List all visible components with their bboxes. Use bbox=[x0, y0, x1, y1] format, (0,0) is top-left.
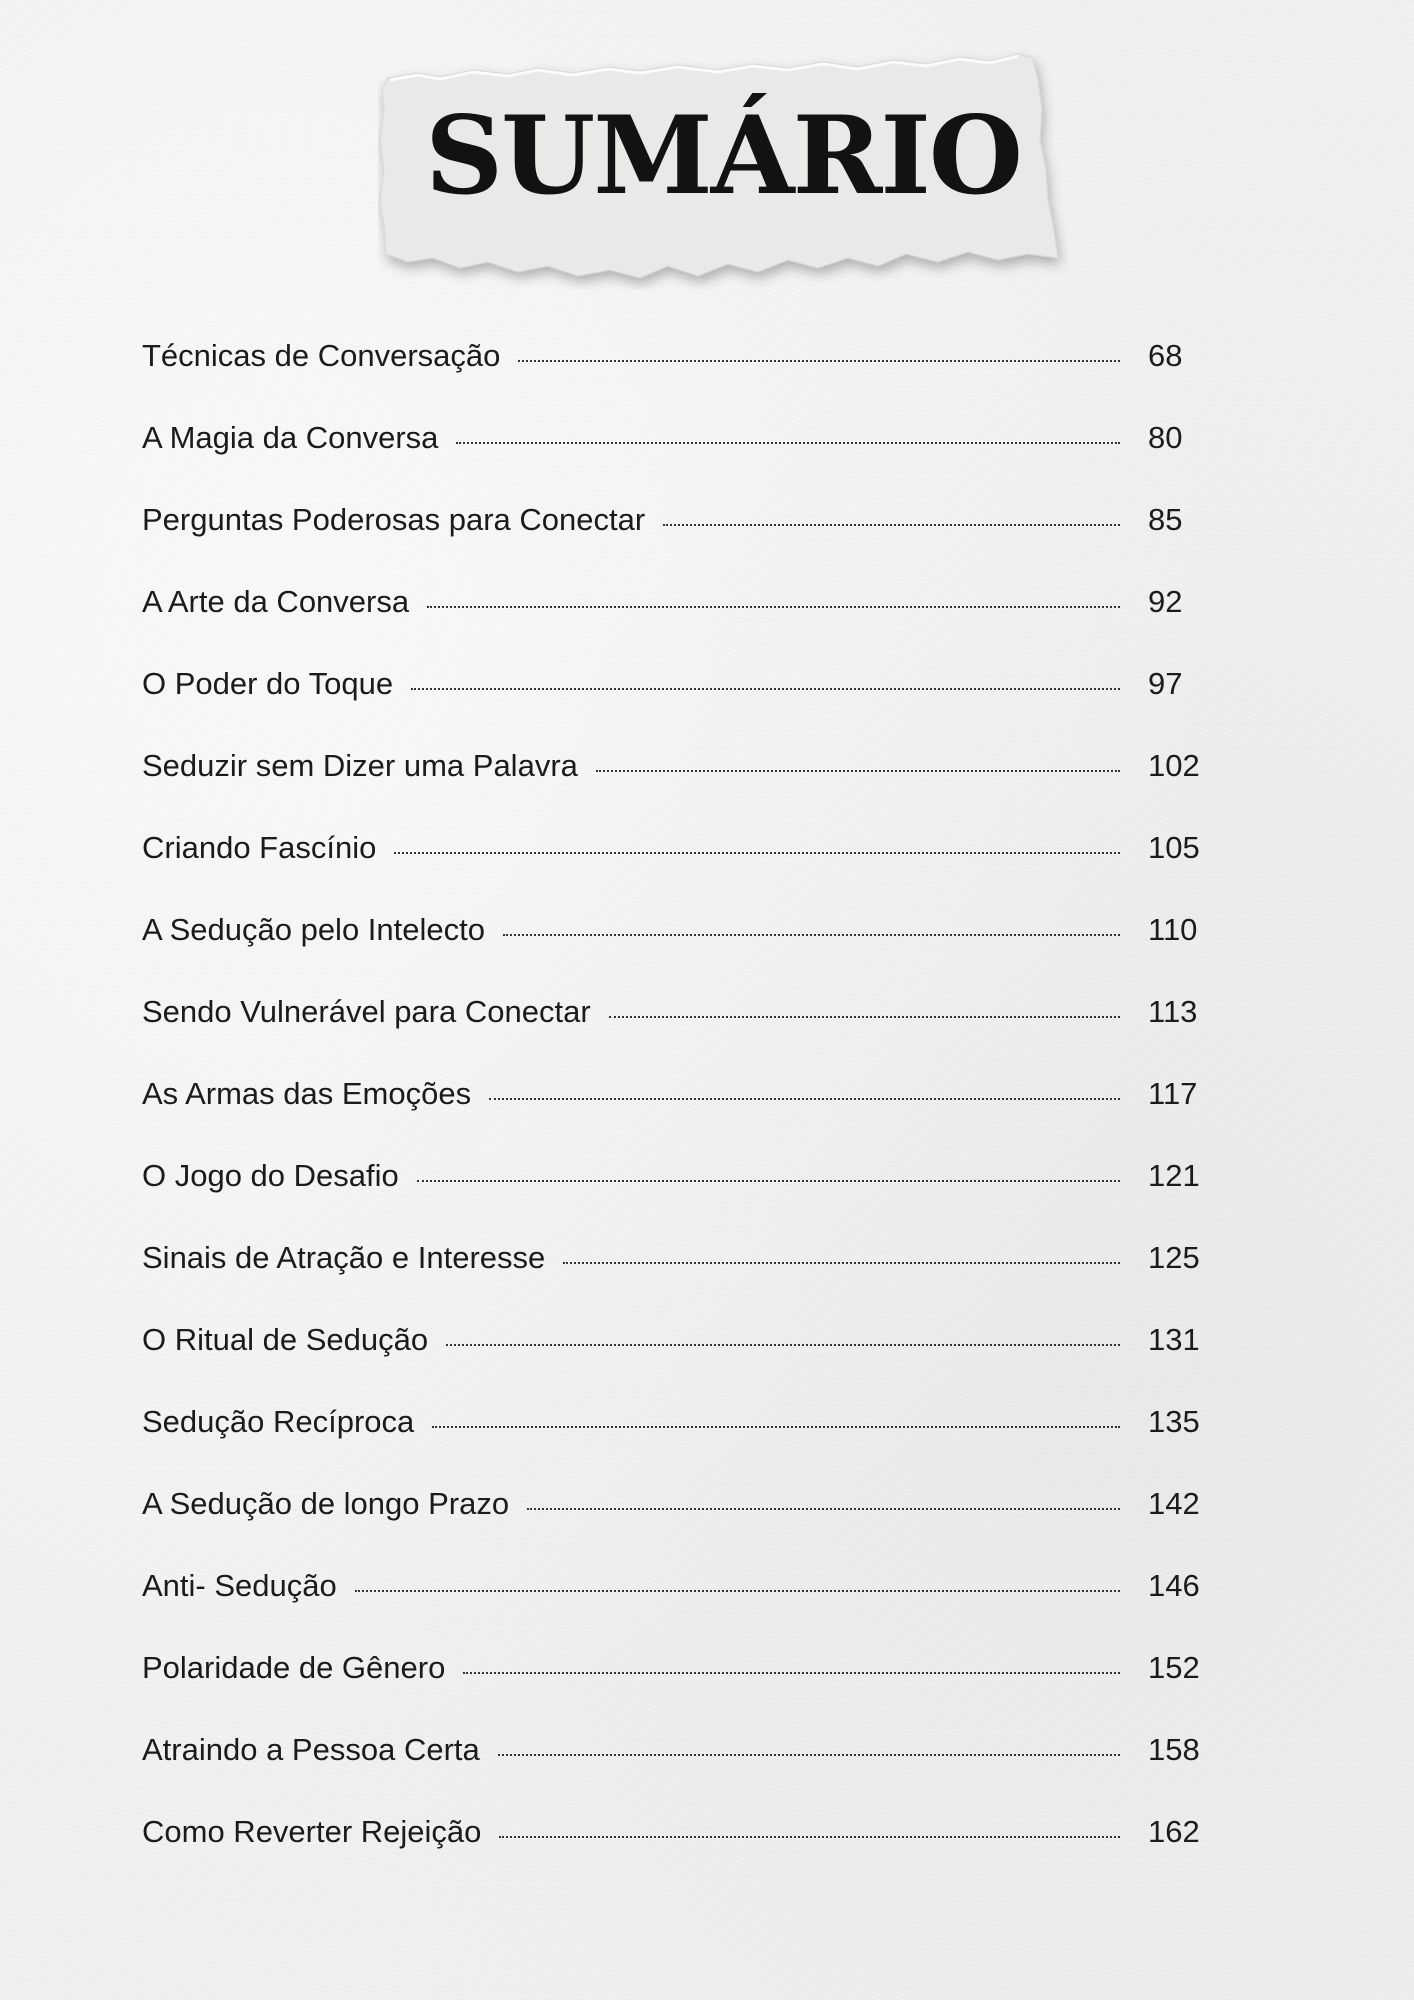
toc-entry-page-number: 152 bbox=[1148, 1650, 1200, 1685]
toc-dot-leader bbox=[563, 1262, 1120, 1264]
toc-entry-title: A Arte da Conversa bbox=[142, 584, 410, 619]
toc-dot-leader bbox=[527, 1508, 1120, 1510]
toc-entry-page-number: 102 bbox=[1148, 748, 1200, 783]
toc-entry-title: Sendo Vulnerável para Conectar bbox=[142, 994, 591, 1029]
toc-entry-title: Sedução Recíproca bbox=[142, 1404, 415, 1439]
toc-entry-title: O Ritual de Sedução bbox=[142, 1322, 429, 1357]
toc-entry-title: A Sedução pelo Intelecto bbox=[142, 912, 485, 947]
toc-entry-page-number: 117 bbox=[1148, 1076, 1198, 1111]
toc-entry-page-number: 110 bbox=[1148, 912, 1198, 947]
toc-dot-leader bbox=[355, 1590, 1120, 1592]
toc-entry-page-number: 121 bbox=[1148, 1158, 1200, 1193]
toc-dot-leader bbox=[417, 1180, 1120, 1182]
toc-dot-leader bbox=[463, 1672, 1120, 1674]
toc-entry-page-number: 162 bbox=[1148, 1814, 1200, 1849]
toc-entry-page-number: 68 bbox=[1148, 338, 1183, 373]
toc-dot-leader bbox=[446, 1344, 1120, 1346]
toc-entry-title: Como Reverter Rejeição bbox=[142, 1814, 482, 1849]
toc-dot-leader bbox=[394, 852, 1120, 854]
toc-entry-title: Criando Fascínio bbox=[142, 830, 377, 865]
toc-entry-page-number: 85 bbox=[1148, 502, 1183, 537]
toc-entry-page-number: 97 bbox=[1148, 666, 1183, 701]
toc-dot-leader bbox=[609, 1016, 1120, 1018]
toc-entry-page-number: 131 bbox=[1148, 1322, 1200, 1357]
toc-entry-title: Polaridade de Gênero bbox=[142, 1650, 446, 1685]
toc-entry-page-number: 158 bbox=[1148, 1732, 1200, 1767]
toc-entry-page-number: 125 bbox=[1148, 1240, 1200, 1275]
toc-dot-leader bbox=[518, 360, 1120, 362]
toc-entry-page-number: 80 bbox=[1148, 420, 1183, 455]
toc-dot-leader bbox=[427, 606, 1120, 608]
toc-entry-title: A Magia da Conversa bbox=[142, 420, 439, 455]
toc-dot-leader bbox=[432, 1426, 1120, 1428]
toc-entry-title: O Jogo do Desafio bbox=[142, 1158, 399, 1193]
toc-dot-leader bbox=[663, 524, 1120, 526]
toc-entry-title: O Poder do Toque bbox=[142, 666, 394, 701]
toc-dot-leader bbox=[498, 1754, 1120, 1756]
toc-entry-title: A Sedução de longo Prazo bbox=[142, 1486, 510, 1521]
toc-entry-title: Sinais de Atração e Interesse bbox=[142, 1240, 546, 1275]
toc-entry-page-number: 142 bbox=[1148, 1486, 1200, 1521]
toc-entry-title: Perguntas Poderosas para Conectar bbox=[142, 502, 646, 537]
toc-dot-leader bbox=[503, 934, 1120, 936]
toc-entry-title: As Armas das Emoções bbox=[142, 1076, 472, 1111]
toc-entry-title: Anti- Sedução bbox=[142, 1568, 337, 1603]
toc-dot-leader bbox=[411, 688, 1120, 690]
toc-entry-page-number: 135 bbox=[1148, 1404, 1200, 1439]
toc-dot-leader bbox=[456, 442, 1120, 444]
toc-entry-title: Técnicas de Conversação bbox=[142, 338, 501, 373]
toc-dot-leader bbox=[489, 1098, 1120, 1100]
toc-entry-page-number: 146 bbox=[1148, 1568, 1200, 1603]
toc-dot-leader bbox=[596, 770, 1120, 772]
toc-entry-title: Atraindo a Pessoa Certa bbox=[142, 1732, 480, 1767]
toc-entry-title: Seduzir sem Dizer uma Palavra bbox=[142, 748, 578, 783]
toc-entry-page-number: 105 bbox=[1148, 830, 1200, 865]
toc-entry-page-number: 113 bbox=[1148, 994, 1198, 1029]
toc-dot-leader bbox=[499, 1836, 1120, 1838]
page-title: SUMÁRIO bbox=[425, 93, 1021, 219]
toc-entry-page-number: 92 bbox=[1148, 584, 1183, 619]
